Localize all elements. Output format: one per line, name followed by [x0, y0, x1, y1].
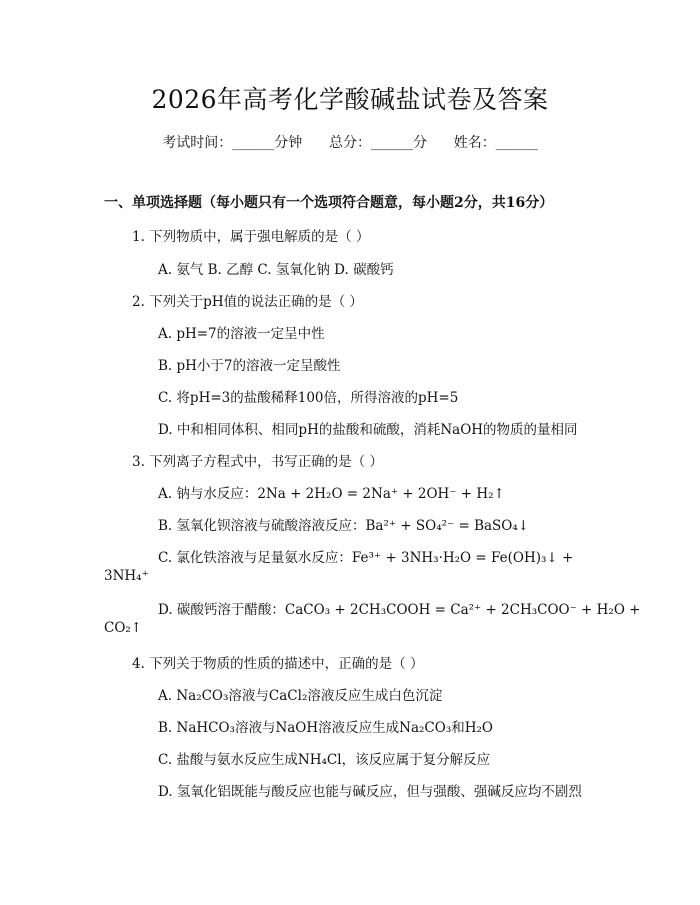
question-3-option-c-continued: 3NH₄⁺	[104, 568, 149, 584]
question-4-option-d: D. 氢氧化铝既能与酸反应也能与碱反应，但与强酸、强碱反应均不剧烈	[158, 784, 582, 800]
question-2-option-c: C. 将pH=3的盐酸稀释100倍，所得溶液的pH=5	[158, 390, 459, 406]
question-4-stem: 4. 下列关于物质的性质的描述中，正确的是（ ）	[132, 656, 424, 672]
question-2-option-a: A. pH=7的溶液一定呈中性	[158, 326, 325, 342]
page-title: 2026年高考化学酸碱盐试卷及答案	[151, 85, 549, 114]
exam-info-line: 考试时间：______分钟 总分：______分 姓名：______	[162, 135, 538, 151]
question-3-option-a: A. 钠与水反应：2Na + 2H₂O = 2Na⁺ + 2OH⁻ + H₂↑	[158, 486, 505, 502]
question-3-option-c: C. 氯化铁溶液与足量氨水反应：Fe³⁺ + 3NH₃·H₂O = Fe(OH)₃↓ +	[158, 550, 574, 566]
question-2-stem: 2. 下列关于pH值的说法正确的是（ ）	[132, 294, 363, 310]
question-3-option-b: B. 氢氧化钡溶液与硫酸溶液反应：Ba²⁺ + SO₄²⁻ = BaSO₄↓	[158, 518, 530, 534]
question-1-options: A. 氨气 B. 乙醇 C. 氢氧化钠 D. 碳酸钙	[158, 262, 394, 278]
question-3-option-d: D. 碳酸钙溶于醋酸：CaCO₃ + 2CH₃COOH = Ca²⁺ + 2CH₃COO⁻ + H₂O +	[158, 602, 641, 618]
question-3-stem: 3. 下列离子方程式中，书写正确的是（ ）	[132, 454, 383, 470]
question-1-stem: 1. 下列物质中，属于强电解质的是（ ）	[132, 229, 370, 245]
question-2-option-b: B. pH小于7的溶液一定呈酸性	[158, 358, 341, 374]
question-4-option-c: C. 盐酸与氨水反应生成NH₄Cl，该反应属于复分解反应	[158, 752, 491, 768]
question-3-option-d-continued: CO₂↑	[104, 620, 143, 636]
question-2-option-d: D. 中和相同体积、相同pH的盐酸和硫酸，消耗NaOH的物质的量相同	[158, 422, 578, 438]
question-4-option-b: B. NaHCO₃溶液与NaOH溶液反应生成Na₂CO₃和H₂O	[158, 720, 493, 736]
question-4-option-a: A. Na₂CO₃溶液与CaCl₂溶液反应生成白色沉淀	[158, 688, 443, 704]
section-heading: 一、单项选择题（每小题只有一个选项符合题意，每小题2分，共16分）	[104, 195, 554, 211]
